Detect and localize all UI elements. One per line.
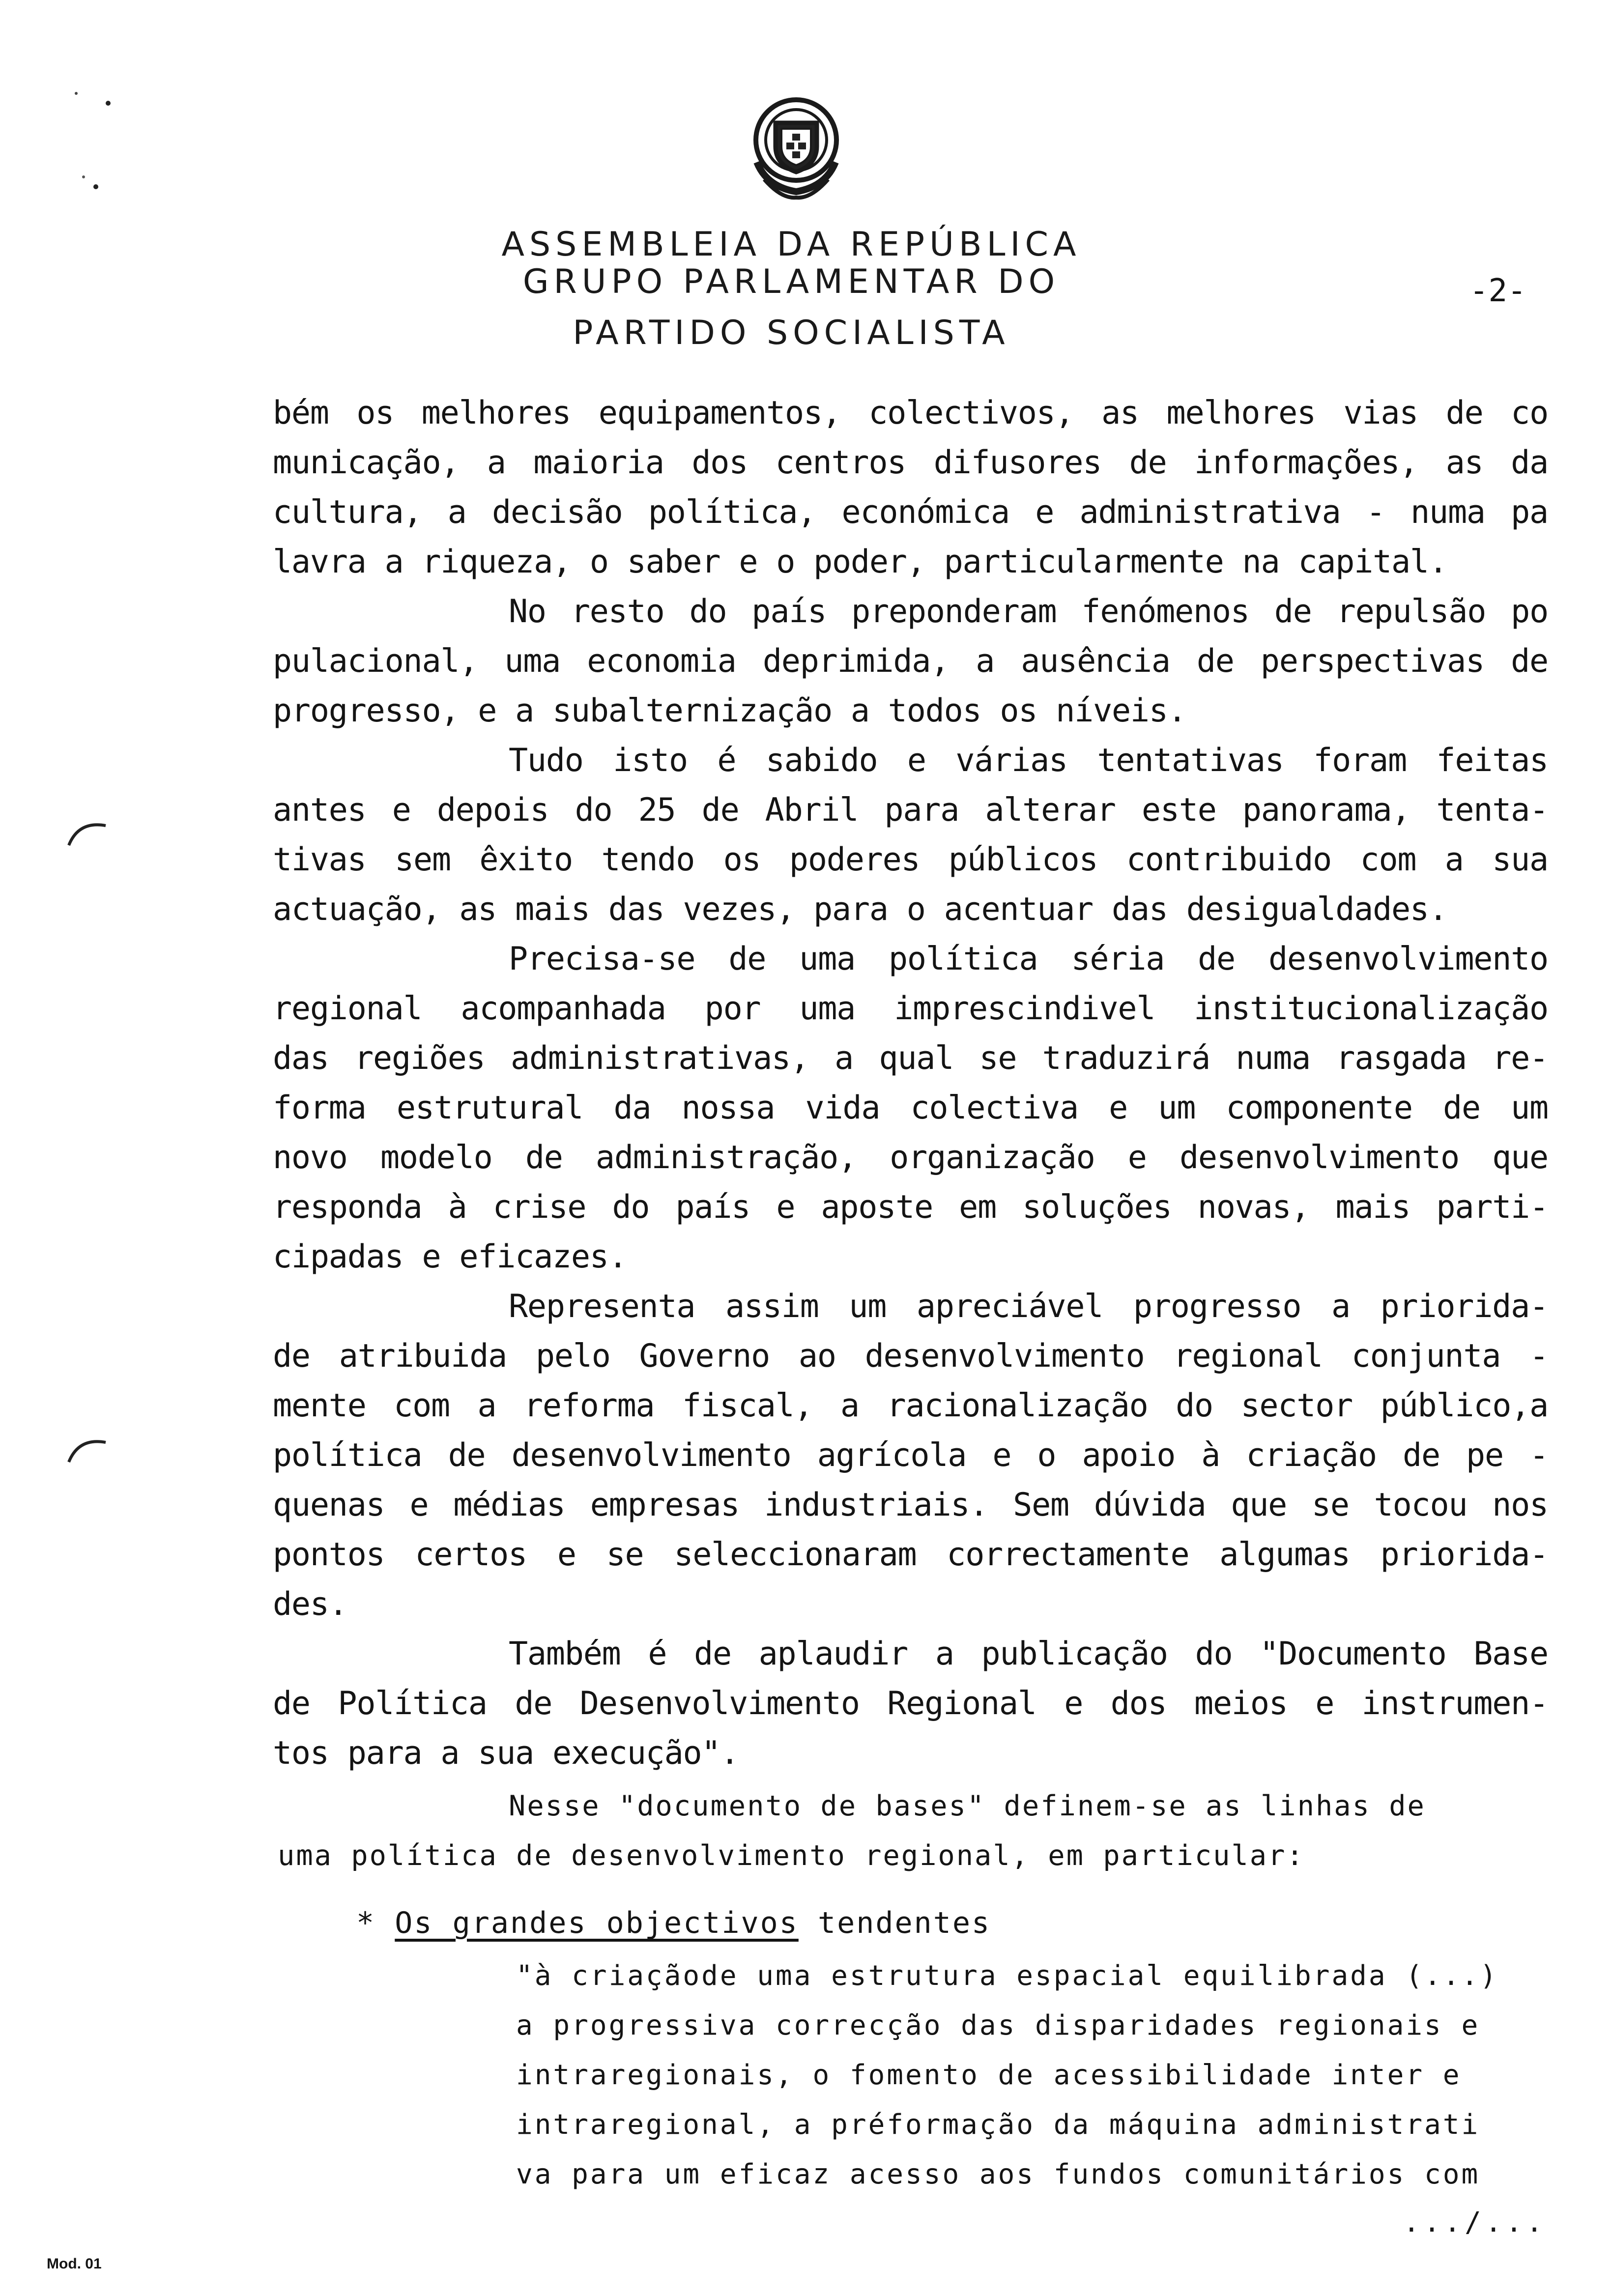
body-line: mente com a reforma fiscal, a racionalização do sector público,a [273, 1387, 1548, 1424]
header-group: GRUPO PARLAMENTAR DO [522, 262, 1060, 301]
scan-specks [69, 84, 128, 201]
body-text [273, 388, 1548, 1778]
body-line: regional acompanhada por uma imprescindivel institucionalização [273, 990, 1548, 1027]
body-line: antes e depois do 25 de Abril para alterar este panorama, tenta- [273, 792, 1548, 829]
page-number: -2- [1469, 273, 1526, 309]
header-party: PARTIDO SOCIALISTA [573, 314, 1010, 352]
quote-line: "à criaçãode uma estrutura espacial equilibrada (...) [516, 1960, 1498, 1992]
body-line: tos para a sua execução". [273, 1735, 739, 1772]
body-line: cipadas e eficazes. [273, 1238, 627, 1275]
body-line: cultura, a decisão política, económica e administrativa - numa pa [273, 494, 1548, 531]
body-line: Representa assim um apreciável progresso a priorida- [509, 1288, 1548, 1325]
body-line: des. [273, 1586, 347, 1623]
body-line: forma estrutural da nossa vida colectiva e um componente de um [273, 1090, 1548, 1126]
bullet-marker: * [356, 1906, 376, 1940]
bullet-item [356, 1906, 991, 1940]
body-line: pulacional, uma economia deprimida, a ausência de perspectivas de [273, 643, 1548, 680]
body-line: progresso, e a subalternização a todos os níveis. [273, 692, 1186, 729]
bullet-heading: Os grandes objectivos [395, 1906, 799, 1940]
section-line: uma política de desenvolvimento regional, em particular: [278, 1839, 1305, 1872]
body-line: municação, a maioria dos centros difusores de informações, as da [273, 444, 1548, 481]
body-line: Tudo isto é sabido e várias tentativas foram feitas [509, 742, 1548, 779]
form-code: Mod. 01 [47, 2256, 102, 2272]
coat-of-arms-icon [737, 88, 855, 206]
body-line: lavra a riqueza, o saber e o poder, particularmente na capital. [273, 544, 1447, 580]
body-line: política de desenvolvimento agrícola e o apoio à criação de pe - [273, 1437, 1548, 1474]
body-line: tivas sem êxito tendo os poderes públicos contribuido com a sua [273, 841, 1548, 878]
body-line: das regiões administrativas, a qual se traduzirá numa rasgada re- [273, 1040, 1548, 1077]
continuation-marker: .../... [1403, 2207, 1547, 2239]
quote-line: intraregional, a préformação da máquina administrati [516, 2109, 1480, 2141]
section-line: Nesse "documento de bases" definem-se as linhas de [509, 1790, 1426, 1822]
quote-line: intraregionais, o fomento de acessibilidade inter e [516, 2059, 1462, 2091]
body-line: Precisa-se de uma política séria de desenvolvimento [509, 941, 1548, 977]
body-line: de Política de Desenvolvimento Regional e dos meios e instrumen- [273, 1685, 1548, 1722]
body-line: pontos certos e se seleccionaram correctamente algumas priorida- [273, 1536, 1548, 1573]
quote-line: a progressiva correcção das disparidades regionais e [516, 2009, 1480, 2041]
header-institution: ASSEMBLEIA DA REPÚBLICA [501, 225, 1081, 264]
section-intro [278, 1781, 1506, 1881]
body-line: novo modelo de administração, organização e desenvolvimento que [273, 1139, 1548, 1176]
body-line: No resto do país preponderam fenómenos de repulsão po [509, 593, 1548, 630]
body-line: responda à crise do país e aposte em soluções novas, mais parti- [273, 1189, 1548, 1226]
body-line: Também é de aplaudir a publicação do "Documento Base [509, 1636, 1548, 1672]
quote-line: va para um eficaz acesso aos fundos comunitários com [516, 2158, 1480, 2190]
binder-hole-mark [64, 1428, 113, 1472]
body-line: quenas e médias empresas industriais. Sem dúvida que se tocou nos [273, 1487, 1548, 1523]
body-line: bém os melhores equipamentos, colectivos, as melhores vias de co [273, 395, 1548, 431]
body-line: de atribuida pelo Governo ao desenvolvimento regional conjunta - [273, 1338, 1548, 1375]
binder-hole-mark [64, 811, 113, 855]
bullet-text: tendentes [798, 1906, 991, 1940]
body-line: actuação, as mais das vezes, para o acentuar das desigualdades. [273, 891, 1447, 928]
quote-block [516, 1951, 1548, 2199]
